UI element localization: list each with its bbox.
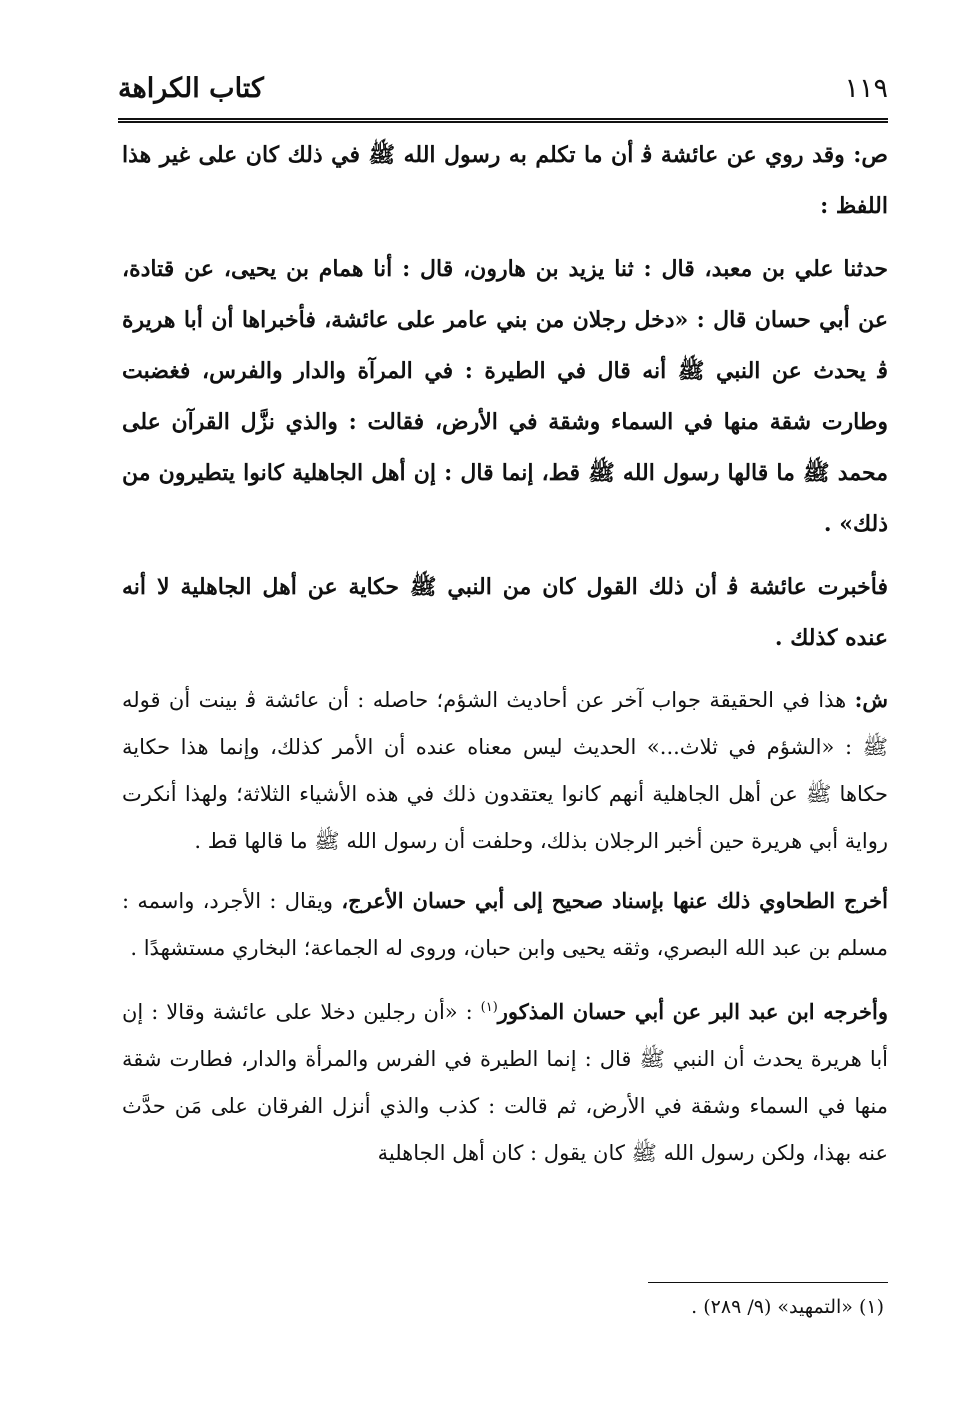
paragraph-text: ويقال : الأجرد، واسمه : مسلم بن عبد الله البصري، وثقه يحيى وابن حبان، وروى له الجماعة؛ البخاري مستشهدًا . (122, 889, 888, 960)
paragraph-text: : «أن رجلين دخلا على عائشة وقالا : إن أبا هريرة يحدث أن النبي ﷺ قال : إنما الطيرة في الفرس والمرأة والدار، فطارت شقة منها في السماء وشقة في الأرض، ثم قالت : كذب والذي أنزل الفرقان على مَن حدَّث عنه بهذا، ولكن رسول الله ﷺ كان يقول : كان أهل الجاهلية (122, 1000, 888, 1165)
paragraph-text: فأخبرت عائشة ﭬ أن ذلك القول كان من النبي ﷺ حكاية عن أهل الجاهلية لا أنه عنده كذلك . (122, 574, 888, 651)
text-paragraph-sad (122, 130, 888, 232)
text-paragraph-isnad (122, 244, 888, 550)
paragraph-text: وقد روي عن عائشة ﭬ أن ما تكلم به رسول الله ﷺ في ذلك كان على غير هذا اللفظ : (122, 142, 888, 219)
paragraph-label: ش: (854, 687, 888, 712)
paragraph-label: ص: (853, 142, 888, 168)
page-header (118, 64, 888, 112)
text-paragraph-conclusion (122, 562, 888, 664)
footnote-rule (648, 1282, 888, 1283)
footnote: (١) «التمهيد» (٩/ ٢٨٩) . (691, 1296, 884, 1318)
paragraph-text: حدثنا علي بن معبد، قال : ثنا يزيد بن هارون، قال : أنا همام بن يحيى، عن قتادة، عن أبي حسان قال : «دخل رجلان من بني عامر على عائشة، فأخبراها أن أبا هريرة ﭬ يحدث عن النبي ﷺ أنه قال في الطيرة : في المرآة والدار والفرس، فغضبت وطارت شقة منها في السماء وشقة في الأرض، فقالت : والذي نزَّل القرآن على محمد ﷺ ما قالها رسول الله ﷺ قط، إنما قال : إن أهل الجاهلية كانوا يتطيرون من ذلك» . (122, 256, 888, 537)
paragraph-text: هذا في الحقيقة جواب آخر عن أحاديث الشؤم؛ حاصله : أن عائشة ﭬ بينت أن قوله ﷺ : «الشؤم في ثلاث...» الحديث ليس معناه عنده أن الأمر كذلك، وإنما هذا حكاية حكاها ﷺ عن أهل الجاهلية أنهم كانوا يعتقدون ذلك في هذه الأشياء الثلاثة؛ ولهذا أنكرت رواية أبي هريرة حين أخبر الرجلان بذلك، وحلفت أن رسول الله ﷺ ما قالها قط . (122, 688, 888, 853)
header-rule (118, 118, 888, 123)
paragraph-bold-lead: وأخرجه ابن عبد البر عن أبي حسان المذكور (497, 999, 888, 1024)
commentary-paragraph-tahawi (122, 877, 888, 972)
commentary-paragraph-ibn-abd-al-barr (122, 984, 888, 1177)
page-number: ١١٩ (844, 72, 888, 104)
page-body (122, 130, 888, 1189)
paragraph-bold-lead: أخرج الطحاوي ذلك عنها بإسناد صحيح إلى أبي حسان الأعرج، (341, 888, 888, 913)
commentary-paragraph-shin (122, 676, 888, 865)
chapter-title: كتاب الكراهة (118, 72, 264, 104)
footnote-marker: (١) (480, 1000, 498, 1015)
